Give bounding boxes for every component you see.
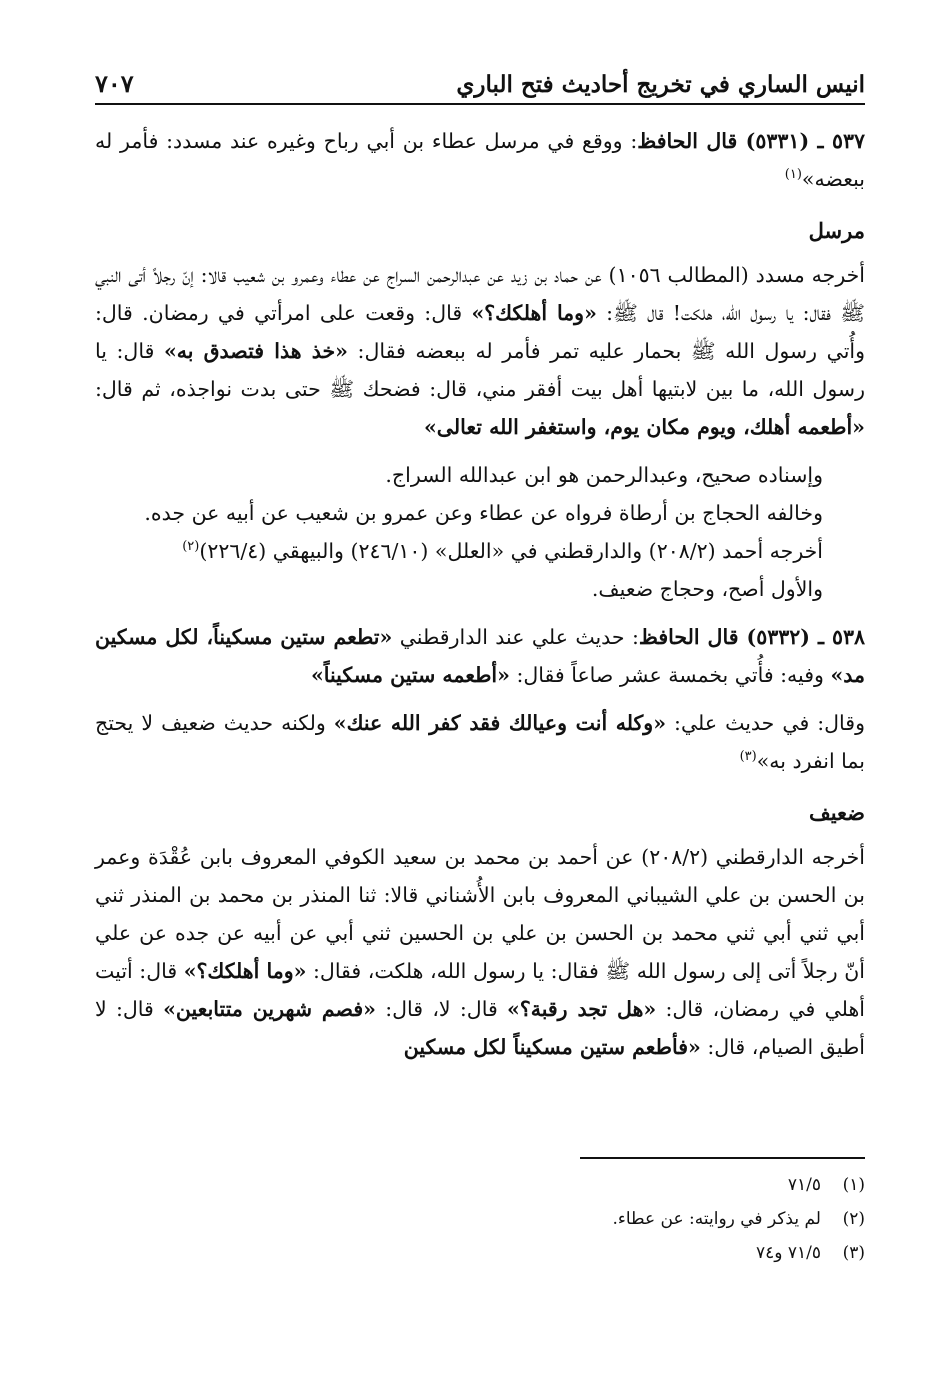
entry-537-grade: مرسل <box>808 218 865 243</box>
entry-538-quote: : حديث علي عند الدارقطني <box>392 625 639 649</box>
continuation-text: وقال: في حديث علي: <box>666 711 866 735</box>
footnote-text: ٧١/٥ <box>787 1175 821 1195</box>
takhrij-text: قال: يا رسول الله، ما بين لابتيها أهل بيت أفقر مني، قال: فضحك ﷺ حتى بدت نواجذه، ثم قال: <box>95 339 865 401</box>
entry-538-continuation <box>95 704 865 780</box>
footnote-number: (٢) <box>842 1209 865 1229</box>
running-header <box>95 58 865 98</box>
hadith-quote: «فصم شهرين متتابعين» <box>163 997 376 1021</box>
page-number: ٧٠٧ <box>95 69 134 98</box>
takhrij-text: أخرجه الدارقطني (٢٠٨/٢) عن أحمد بن محمد بن سعيد الكوفي المعروف بابن عُقْدَة وعمر بن الحسن بن علي الشيباني المعروف بابن الأُشناني قالا: ثنا المنذر بن محمد بن المنذر ثني أبي ثني أبي ثني محمد بن الحسن بن علي بن الحسين ثني أبي عن أبيه عن جده عن علي أنّ رجلاً أتى إلى رسول الله ﷺ فقال: يا رسول الله، هلكت، فقال: <box>95 845 866 983</box>
takhrij-text: قال: أتيت أهلي في رمضان، قال: <box>95 959 865 1021</box>
continuation-text: ولكنه حديث ضعيف لا يحتج بما انفرد به» <box>95 711 865 773</box>
entry-538-number: ٥٣٨ ـ (٥٣٣٢) قال الحافظ <box>638 625 866 649</box>
hadith-quote: «أطعمه ستين مسكيناً» <box>310 663 510 687</box>
footnote-1 <box>95 1168 865 1202</box>
footnote-divider <box>580 1157 865 1159</box>
footnote-ref-3: (٣) <box>739 749 757 765</box>
entry-537-note-1: وإسناده صحيح، وعبدالرحمن هو ابن عبدالله السراج. <box>385 463 823 487</box>
footnote-2 <box>95 1202 865 1236</box>
footnote-ref-1: (١) <box>784 167 802 183</box>
takhrij-text: قال: لا أطيق الصيام، قال: <box>95 997 865 1059</box>
spacer <box>95 446 865 456</box>
spacer <box>95 694 865 704</box>
hadith-quote: «تطعم ستين مسكيناً، لكل مسكين مد» <box>95 625 865 687</box>
entry-538-takhrij <box>95 838 865 1066</box>
entry-538-grade: ضعيف <box>808 800 865 825</box>
entry-537-takhrij <box>95 256 865 446</box>
hadith-quote: «فأطعم ستين مسكيناً لكل مسكين <box>403 1035 701 1059</box>
page-body <box>95 122 865 1066</box>
hadith-quote: «خذ هذا فتصدق به» <box>163 339 348 363</box>
footnote-text: ٧١/٥ و٧٤ <box>755 1243 821 1263</box>
hadith-quote: «أطعمه أهلك، ويوم مكان يوم، واستغفر الله تعالى» <box>423 415 865 439</box>
takhrij-text: قال: لا، قال: <box>375 997 508 1021</box>
header-divider <box>95 103 865 105</box>
hadith-quote: «هل تجد رقبة؟» <box>507 997 657 1021</box>
footnote-text: لم يذكر في روايته: عن عطاء. <box>612 1209 821 1229</box>
footnote-number: (٣) <box>842 1243 865 1263</box>
footnotes <box>95 1168 865 1270</box>
book-title: انيس الساري في تخريج أحاديث فتح الباري <box>456 71 865 98</box>
entry-538-quote: وفيه: فأُتي بخمسة عشر صاعاً فقال: <box>509 663 831 687</box>
entry-537-quote: : ووقع في مرسل عطاء بن أبي رباح وغيره عند مسدد: فأمر له ببعضه» <box>95 129 865 191</box>
hadith-quote: «وما أهلكك؟» <box>471 301 597 325</box>
hadith-quote: «وكله أنت وعيالك فقد كفر الله عنك» <box>333 711 667 735</box>
entry-537-note-3 <box>95 532 865 570</box>
takhrij-text: قال: وقعت على امرأتي في رمضان. قال: وأُتي رسول الله ﷺ بحمار عليه تمر فأمر له ببعضه فقال: <box>95 301 865 363</box>
entry-537-number: ٥٣٧ ـ (٥٣٣١) قال الحافظ <box>637 129 866 153</box>
takhrij-text: أخرجه مسدد (المطالب ١٠٥٦) عن حماد بن زيد عن عبدالرحمن السراج عن عطاء وعمرو بن شعيب قالا: إنّ رجلاً أتى النبي ﷺ فقال: يا رسول الله، هلكت! قال ﷺ: <box>95 263 866 325</box>
entry-538-heading <box>95 618 865 694</box>
footnote-ref-2: (٢) <box>182 539 200 555</box>
entry-537-heading <box>95 122 865 198</box>
entry-537-note-4: والأول أصح، وحجاج ضعيف. <box>591 577 823 601</box>
entry-537-note-2: وخالفه الحجاج بن أرطاة فرواه عن عطاء وعن عمرو بن شعيب عن أبيه عن جده. <box>144 501 823 525</box>
spacer <box>95 608 865 618</box>
footnote-number: (١) <box>842 1175 865 1195</box>
hadith-quote: «وما أهلكك؟» <box>183 959 307 983</box>
footnote-3 <box>95 1236 865 1270</box>
note-text: أخرجه أحمد (٢٠٨/٢) والدارقطني في «العلل» (٢٤٦/١٠) والبيهقي (٢٢٦/٤) <box>199 539 823 563</box>
